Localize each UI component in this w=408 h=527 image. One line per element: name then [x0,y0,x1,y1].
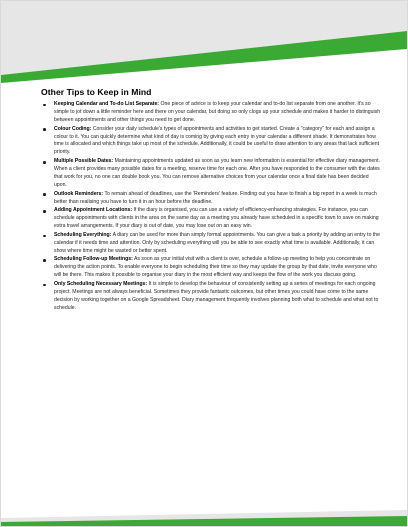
list-item [41,191,381,207]
bullet-icon [43,128,46,131]
tip-title: Keeping Calendar and To-do List Separate: [54,101,160,107]
tip-body: To remain ahead of deadlines, use the 'Reminders' feature. Finding out you have to finish a big report in a week is much better than realising you have to turn it in an hour before the deadline. [54,190,377,205]
tip-body: One piece of advice is to keep your calendar and to-do list separate from one another. It's so simple to jot down a little reminder here and there on your calendar, but doing so only clogs up your schedule and makes it harder to distinguish between appointments and other things you need to get done. [54,101,381,123]
section-heading: Other Tips to Keep in Mind [41,87,152,97]
tip-body: Consider your daily schedule's types of appointments and activities to get started. Create a "category" for each and assign a colour to it. You can quickly determine what kind of day is coming by giving each entry in your calendar a different shade. It demonstrates how time is allocated and which things take up most of the schedule. Additionally, it could be useful to draw attention to any areas that lack sufficient priority. [54,125,380,156]
bullet-icon [43,235,46,238]
tip-title: Outlook Reminders: [54,190,104,197]
tip-title: Only Scheduling Necessary Meetings: [54,280,148,287]
tip-body: It is simple to develop the behaviour of consistently setting up a series of meetings for each ongoing project. Meetings are not always beneficial. Sometimes they provide fantastic outcomes, but other times you could have come to the same decision by working together on a Google Spreadsheet. Diary management frequently involves planning both what to schedule and what not to schedule. [54,280,379,311]
header-decoration [1,1,407,83]
tips-list [41,101,381,313]
tip-body: As soon as your initial visit with a client is over, schedule a follow-up meeting to help you concentrate on delivering the action points. To enable everyone to begin scheduling their time so they may update the group by that date, invite everyone who will be there. This makes it possible to organise your diary in the most efficient way and keeps the flow of the work you discuss going. [54,256,377,279]
list-item [41,256,381,280]
tip-title: Multiple Possible Dates: [54,158,114,165]
list-item [41,126,381,158]
bullet-icon [43,259,46,262]
bullet-icon [43,210,46,213]
main-content [41,87,381,313]
bullet-icon [43,284,46,287]
tip-body: If the diary is organised, you can use a variety of efficiency-enhancing strategies. For instance, you can schedule appointments with clients in the area on the same day as a meeting you already have scheduled in a specific town to save on making extra travel arrangements. If your diary is out of date, you may lose out on an easy win. [54,207,379,230]
tip-title: Colour Coding: [54,125,92,132]
footer-decoration [1,508,407,526]
list-item [41,232,381,256]
tip-title: Adding Appointment Locations: [54,207,133,214]
list-item [41,281,381,313]
bullet-icon [43,161,46,164]
tip-title: Scheduling Follow-up Meetings: [54,256,133,263]
list-item [41,207,381,231]
bullet-icon [43,104,46,107]
tip-body: A diary can be used for more than simply formal appointments. You can give a task a priority by adding an entry to the calendar if it needs time and attention. Only by scheduling everything will you be able to see exactly what time is available. Additionally, it can show where time might be wasted or better spent. [54,231,381,254]
bullet-icon [43,193,46,196]
tip-body: Maintaining appointments updated as soon as you learn new information is essential for effective diary management. When a client provides many possible dates for a meeting, reserve time for each one. After you have responded to the consumer with the dates that work for you, no one can double book you. You can remove alternative choices from your calendar once a final date has been decided upon. [54,158,380,188]
list-item [41,101,381,125]
tip-title: Scheduling Everything: [54,231,112,238]
list-item [41,158,381,190]
